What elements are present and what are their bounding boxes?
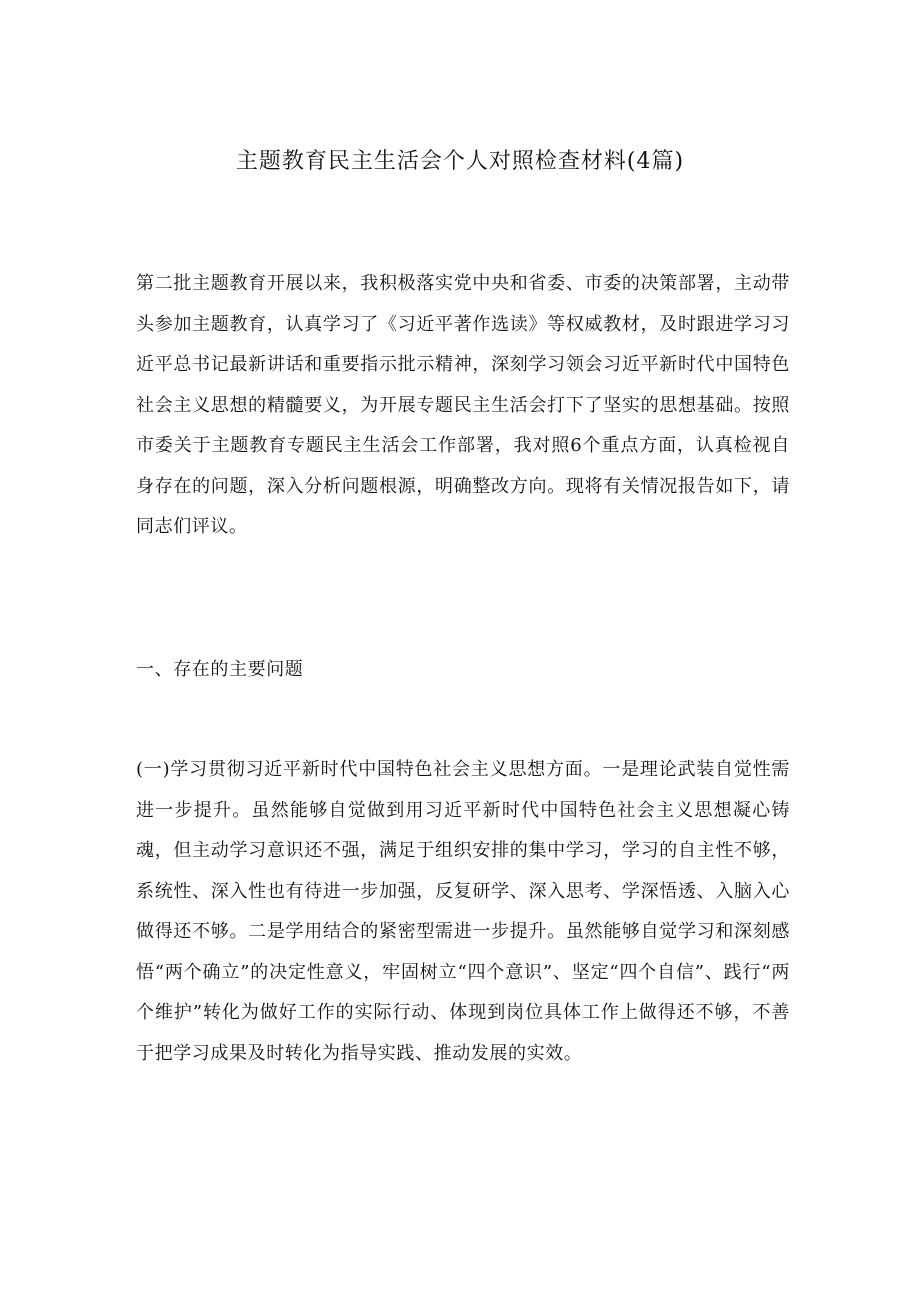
section-paragraph-1: (一)学习贯彻习近平新时代中国特色社会主义思想方面。一是理论武装自觉性需进一步提升。虽然能够自觉做到用习近平新时代中国特色社会主义思想凝心铸魂，但主动学习意识还不强，满足于组织安排的集中学习，学习的自主性不够，系统性、深入性也有待进一步加强，反复研学、深入思考、学深悟透、入脑入心做得还不够。二是学用结合的紧密型需进一步提升。虽然能够自觉学习和深刻感悟“两个确立”的决定性意义，牢固树立“四个意识”、坚定“四个自信”、践行“两个维护”转化为做好工作的实际行动、体现到岗位具体工作上做得还不够，不善于把学习成果及时转化为指导实践、推动发展的实效。 — [136, 759, 790, 1064]
intro-paragraph: 第二批主题教育开展以来，我积极落实党中央和省委、市委的决策部署，主动带头参加主题教育，认真学习了《习近平著作选读》等权威教材，及时跟进学习习近平总书记最新讲话和重要指示批示精神，深刻学习领会习近平新时代中国特色社会主义思想的精髓要义，为开展专题民主生活会打下了坚实的思想基础。按照市委关于主题教育专题民主生活会工作部署，我对照6个重点方面，认真检视自身存在的问题，深入分析问题根源，明确整改方向。现将有关情况报告如下，请同志们评议。 — [136, 273, 790, 537]
section-heading-problems: 一、存在的主要问题 — [136, 659, 304, 680]
document-title: 主题教育民主生活会个人对照检查材料(4篇) — [235, 149, 685, 174]
